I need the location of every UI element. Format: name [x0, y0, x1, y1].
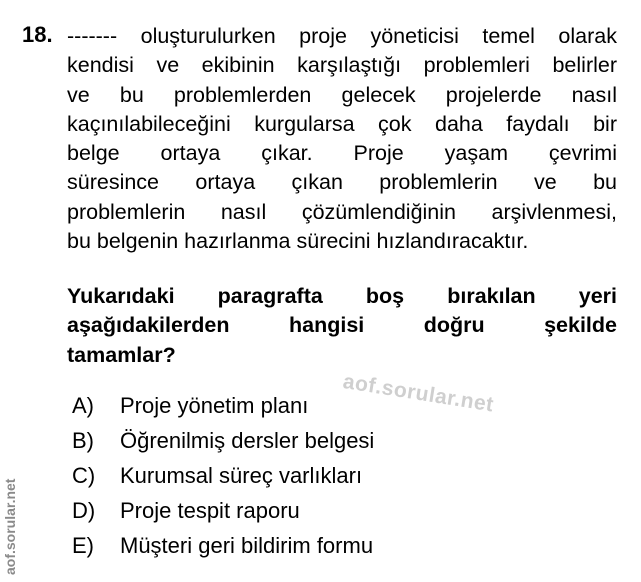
answer-options — [72, 390, 374, 565]
option-letter: D) — [72, 498, 96, 523]
option-e[interactable] — [72, 530, 374, 565]
question-number: 18. — [22, 22, 53, 47]
option-text: Müşteri geri bildirim formu — [120, 533, 374, 558]
paragraph-line: ------- oluşturulurken proje yöneticisi temel olarak — [67, 24, 617, 48]
side-watermark: aof.sorular.net — [2, 478, 18, 575]
watermark: aof.sorular.net — [341, 370, 496, 417]
option-c[interactable] — [72, 460, 374, 495]
option-letter: E) — [72, 533, 94, 558]
option-b[interactable] — [72, 425, 374, 460]
option-text: Proje yönetim planı — [120, 393, 309, 418]
paragraph-line: problemlerin nasıl çözümlendiğinin arşivlenmesi, — [67, 199, 617, 224]
prompt-line: tamamlar? — [67, 342, 176, 367]
paragraph-line: belge ortaya çıkar. Proje yaşam çevrimi — [67, 141, 617, 166]
question-prompt — [67, 282, 617, 370]
option-letter: C) — [72, 463, 96, 488]
option-text: Proje tespit raporu — [120, 498, 300, 523]
prompt-line: aşağıdakilerden hangisi doğru şekilde — [67, 313, 617, 338]
option-text: Kurumsal süreç varlıkları — [120, 463, 363, 488]
paragraph-line: süresince ortaya çıkan problemlerin ve bu — [67, 170, 617, 195]
paragraph-line: ve bu problemlerden gelecek projelerde nasıl — [67, 82, 617, 107]
option-text: Öğrenilmiş dersler belgesi — [120, 428, 375, 453]
prompt-line: Yukarıdaki paragrafta boş bırakılan yeri — [67, 284, 617, 308]
paragraph-line: bu belgenin hazırlanma sürecini hızlandıracaktır. — [67, 229, 529, 254]
option-d[interactable] — [72, 495, 374, 530]
option-a[interactable] — [72, 390, 374, 425]
option-letter: B) — [72, 428, 94, 453]
question-paragraph — [67, 22, 617, 256]
paragraph-line: kaçınılabileceğini kurgularsa çok daha faydalı bir — [67, 111, 617, 136]
paragraph-line: kendisi ve ekibinin karşılaştığı problemleri belirler — [67, 53, 617, 78]
option-letter: A) — [72, 393, 94, 418]
